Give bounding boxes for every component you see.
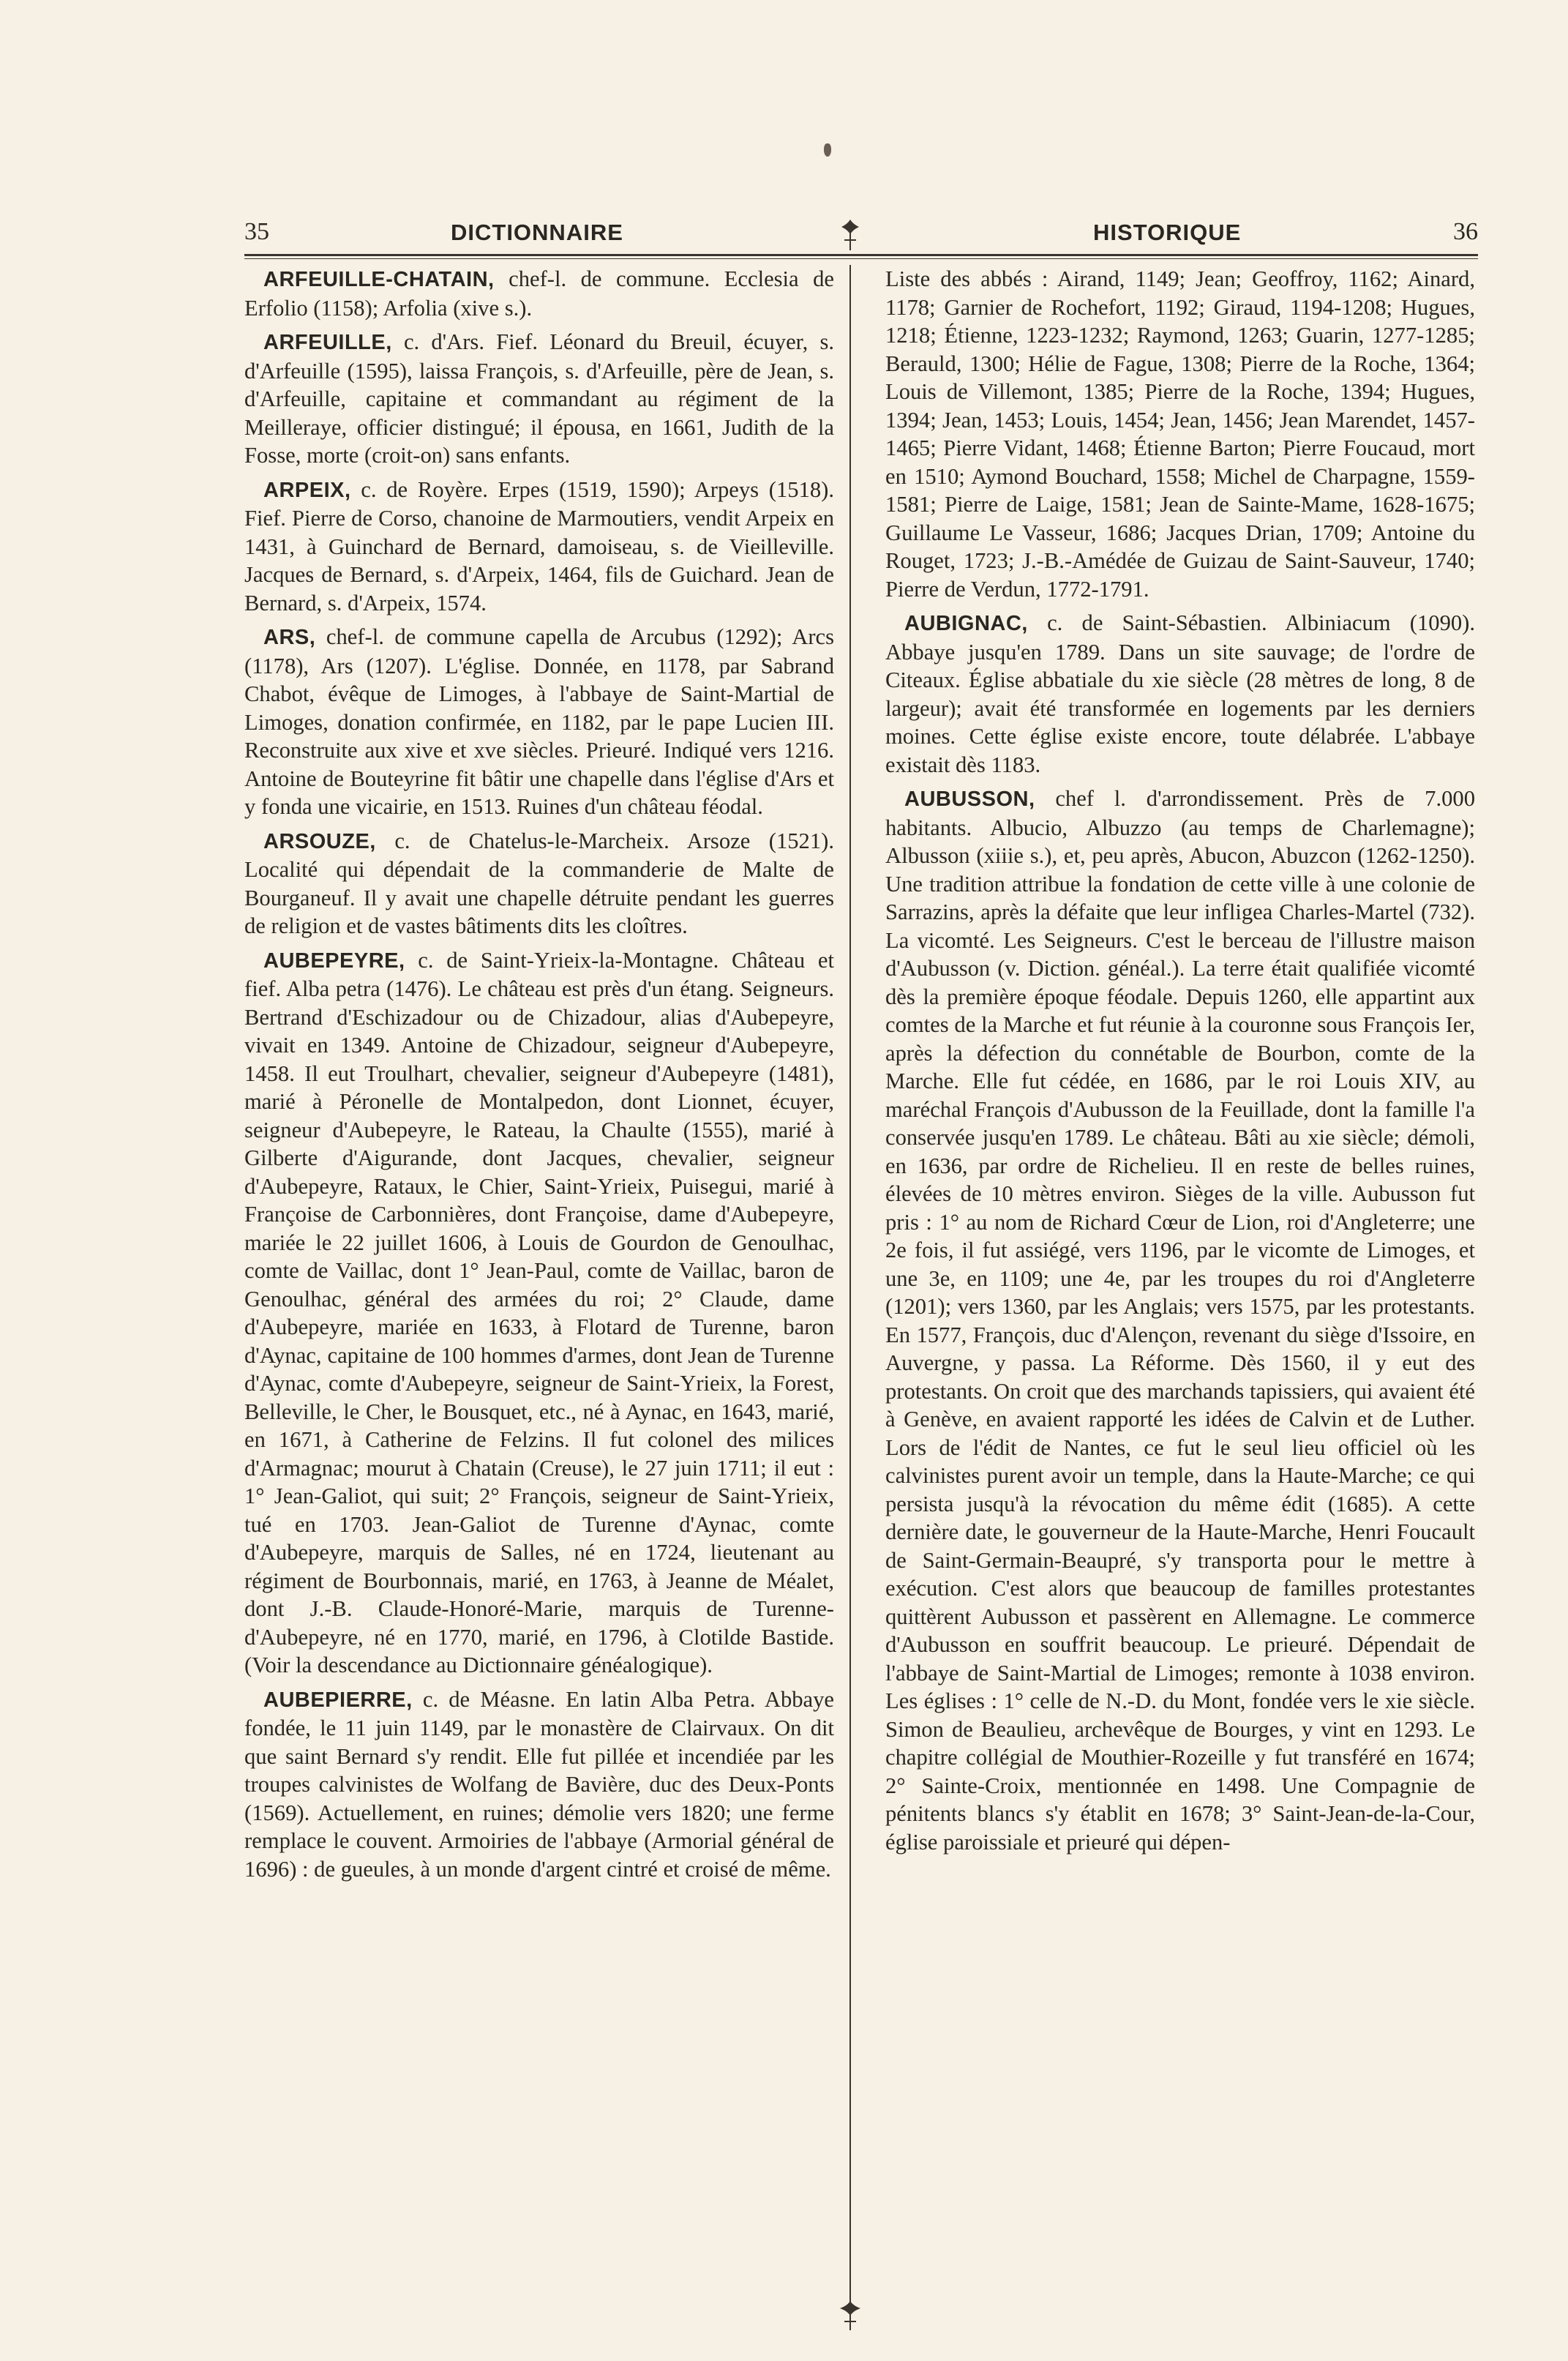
entry-headword: ARSOUZE, [263,829,376,853]
entry [885,609,1475,779]
entry [244,328,834,470]
entry [244,265,834,322]
entry-headword: AUBIGNAC, [904,612,1028,635]
entry-text: c. de Saint-Yrieix-la-Montagne. Château et fief. Alba petra (1476). Le château est près d'un étang. Seigneurs. Bertrand d'Eschizadour ou de Chizadour, alias d'Aubepeyre, vivait en 1349. Antoine de Chizadour, seigneur d'Aubepeyre, 1458. Il eut Troulhart, chevalier, seigneur d'Aubepeyre (1481), marié à Péronelle de Montalpedon, dont Lionnet, écuyer, seigneur d'Aubepeyre, le Rateau, la Chaulte (1555), marié à Gilberte d'Aigurande, dont Jacques, chevalier, seigneur d'Aubepeyre, Rataux, le Chier, Saint-Yrieix, Puisegui, marié à Françoise de Carbonnières, dont Françoise, dame d'Aubepeyre, mariée le 22 juillet 1606, à Louis de Gourdon de Genoulhac, comte de Vaillac, dont 1° Jean-Paul, comte de Vaillac, baron de Genoulhac, général des armées du roi; 2° Claude, dame d'Aubepeyre, mariée en 1633, à Flotard de Turenne, baron d'Aynac, capitaine de 100 hommes d'armes, dont Jean de Turenne d'Aynac, comte d'Aubepeyre, seigneur de Saint-Yrieix, la Forest, Belleville, le Cher, le Bousquet, etc., né à Aynac, en 1643, marié, en 1671, à Catherine de Felzins. Il fut colonel des milices d'Armagnac; mourut à Chatain (Creuse), le 27 juin 1711; il eut : 1° Jean-Galiot, qui suit; 2° François, seigneur de Saint-Yrieix, tué en 1703. Jean-Galiot de Turenne d'Aynac, comte d'Aubepeyre, marquis de Salles, né en 1724, lieutenant au régiment de Bourbonnais, marié, en 1763, à Jeanne de Méalet, dont J.-B. Claude-Honoré-Marie, marquis de Turenne-d'Aubepeyre, né en 1770, marié, en 1796, à Clotilde Bastide. (Voir la descendance au Dictionnaire généalogique). [244,947,834,1677]
entry-text: c. de Méasne. En latin Alba Petra. Abbaye fondée, le 11 juin 1149, par le monastère de Clairvaux. On dit que saint Bernard s'y rendit. Elle fut pillée et incendiée par les troupes calvinistes de Wolfang de Bavière, duc des Deux-Ponts (1569). Actuellement, en ruines; démolie vers 1820; une ferme remplace le couvent. Armoiries de l'abbaye (Armorial général de 1696) : de gueules, à un monde d'argent cintré et croisé de même. [244,1686,834,1882]
entry-text: c. de Saint-Sébastien. Albiniacum (1090). Abbaye jusqu'en 1789. Dans un site sauvage; de l'ordre de Citeaux. Église abbatiale du xie siècle (28 mètres de long, 8 de largeur); avait été transformée en logements par les derniers moines. Cette église existe encore, toute délabrée. L'abbaye existait dès 1183. [885,610,1475,777]
entry-text: c. d'Ars. Fief. Léonard du Breuil, écuyer, s. d'Arfeuille (1595), laissa François, s. d'Arfeuille, père de Jean, s. d'Arfeuille, capitaine et commandant au régiment de la Meilleraye, officier distingué; il épousa, en 1661, Judith de la Fosse, morte (croit-on) sans enfants. [244,329,834,468]
header-title-right: HISTORIQUE [1093,220,1242,245]
entry-headword: AUBEPEYRE, [263,948,405,973]
entry-text: chef l. d'arrondissement. Près de 7.000 habitants. Albucio, Albuzzo (au temps de Charlemagne); Albusson (xiiie s.), et, peu après, Abucon, Abuzcon (1262-1250). Une tradition attribue la fondation de cette ville à une colonie de Sarrazins, après la défaite que leur infligea Charles-Martel (732). La vicomté. Les Seigneurs. C'est le berceau de l'illustre maison d'Aubusson (v. Diction. généal.). La terre était qualifiée vicomté dès la première époque féodale. Depuis 1260, elle appartint aux comtes de la Marche et fut réunie à la couronne sous François Ier, après la défection du connétable de Bourbon, comte de la Marche. Elle fut cédée, en 1686, par le roi Louis XIV, au maréchal François d'Aubusson de la Feuillade, dont la famille l'a conservée jusqu'en 1789. Le château. Bâti au xie siècle; démoli, en 1636, par ordre de Richelieu. Il en reste de belles ruines, élevées de 10 mètres environ. Sièges de la ville. Aubusson fut pris : 1° au nom de Richard Cœur de Lion, roi d'Angleterre; une 2e fois, il fut assiégé, vers 1196, par le vicomte de Limoges, et une 3e, en 1109; une 4e, par les troupes du roi d'Angleterre (1201); vers 1360, par les Anglais; vers 1575, par les protestants. En 1577, François, duc d'Alençon, revenant du siège d'Issoire, en Auvergne, y passa. La Réforme. Dès 1560, il y eut des protestants. On croit que des marchands tapissiers, qui avaient été à Genève, en avaient rapporté les idées de Calvin et de Luther. Lors de l'édit de Nantes, ce fut le seul lieu officiel où les calvinistes purent avoir un temple, dans la Haute-Marche; ce qui persista jusqu'à la révocation du même édit (1685). A cette dernière date, le gouverneur de la Haute-Marche, Henri Foucault de Saint-Germain-Beaupré, s'y transporta pour le mettre à exécution. C'est alors que beaucoup de familles protestantes quittèrent Aubusson et passèrent en Allemagne. Le commerce d'Aubusson en souffrit beaucoup. Le prieuré. Dépendait de l'abbaye de Saint-Martial de Limoges; remonte à 1038 environ. Les églises : 1° celle de N.-D. du Mont, fondée vers le xie siècle. Simon de Beaulieu, archevêque de Bourges, y vint en 1293. Le chapitre collégial de Mouthier-Rozeille y fut transféré en 1674; 2° Sainte-Croix, mentionnée en 1498. Une Compagnie de pénitents blancs s'y établit en 1678; 3° Saint-Jean-de-la-Cour, église paroissiale et prieuré qui dépen- [885,786,1475,1855]
column-divider [849,265,851,2321]
fleuron-ornament-icon [836,2298,864,2332]
entry-headword: ARFEUILLE, [263,331,392,354]
entry-text: c. de Chatelus-le-Marcheix. Arsoze (1521). Localité qui dépendait de la commanderie de Malte de Bourganeuf. Il y avait une chapelle détruite pendant les guerres de religion et de vastes bâtiments dits les cloîtres. [244,828,834,938]
entry-text: chef-l. de commune. Ecclesia de Erfolio (1158); Arfolia (xive s.). [244,266,834,321]
page-number-left: 35 [244,218,269,245]
header-rule [244,254,1478,256]
entry [244,946,834,1680]
entry-headword: AUBUSSON, [904,787,1035,811]
entry-headword: AUBEPIERRE, [263,1688,413,1712]
entry-text: chef-l. de commune capella de Arcubus (1292); Arcs (1178), Ars (1207). L'église. Donnée, en 1178, par Sabrand Chabot, évêque de Limoges, à l'abbaye de Saint-Martial de Limoges, donation confirmée, en 1182, par le pape Lucien III. Reconstruite aux xive et xve siècles. Prieuré. Indiqué vers 1216. Antoine de Bouteyrine fit bâtir une chapelle dans l'église d'Ars et y fonda une vicairie, en 1513. Ruines d'un château féodal. [244,624,834,819]
entry-text: c. de Royère. Erpes (1519, 1590); Arpeys (1518). Fief. Pierre de Corso, chanoine de Marmoutiers, vendit Arpeix en 1431, à Guinchard de Bernard, damoiseau, s. de Vieilleville. Jacques de Bernard, s. d'Arpeix, 1464, fils de Guichard. Jean de Bernard, s. d'Arpeix, 1574. [244,476,834,615]
right-column [885,265,1475,2314]
header-rule-thin [244,258,1478,259]
entry-continuation [885,265,1475,603]
fleuron-ornament-icon [837,218,863,252]
entry [244,827,834,940]
entry-text: Liste des abbés : Airand, 1149; Jean; Geoffroy, 1162; Ainard, 1178; Garnier de Rochefort, 1192; Giraud, 1194-1208; Hugues, 1218; Étienne, 1223-1232; Raymond, 1263; Guarin, 1277-1285; Berauld, 1300; Hélie de Fague, 1308; Pierre de la Roche, 1364; Louis de Villemont, 1385; Pierre de la Roche, 1394; Hugues, 1394; Jean, 1453; Louis, 1454; Jean, 1456; Jean Marendet, 1457-1465; Pierre Vidant, 1468; Étienne Barton; Pierre Foucaud, mort en 1510; Aymond Bouchard, 1558; Michel de Charpagne, 1559-1581; Pierre de Laige, 1581; Jean de Sainte-Mame, 1628-1675; Guillaume Le Vasseur, 1686; Jacques Drian, 1709; Antoine du Rouget, 1723; J.-B.-Amédée de Guizau de Saint-Sauveur, 1740; Pierre de Verdun, 1772-1791. [885,266,1475,602]
entry-headword: ARFEUILLE-CHATAIN, [263,268,495,291]
entry [885,785,1475,1856]
entry-headword: ARS, [263,626,316,649]
entry [244,1685,834,1884]
entry-headword: ARPEIX, [263,478,351,502]
header-title-left: DICTIONNAIRE [451,220,623,245]
left-column [244,265,834,2314]
entry [244,476,834,618]
entry [244,623,834,821]
ink-speck [824,143,831,157]
page-number-right: 36 [1453,218,1478,245]
